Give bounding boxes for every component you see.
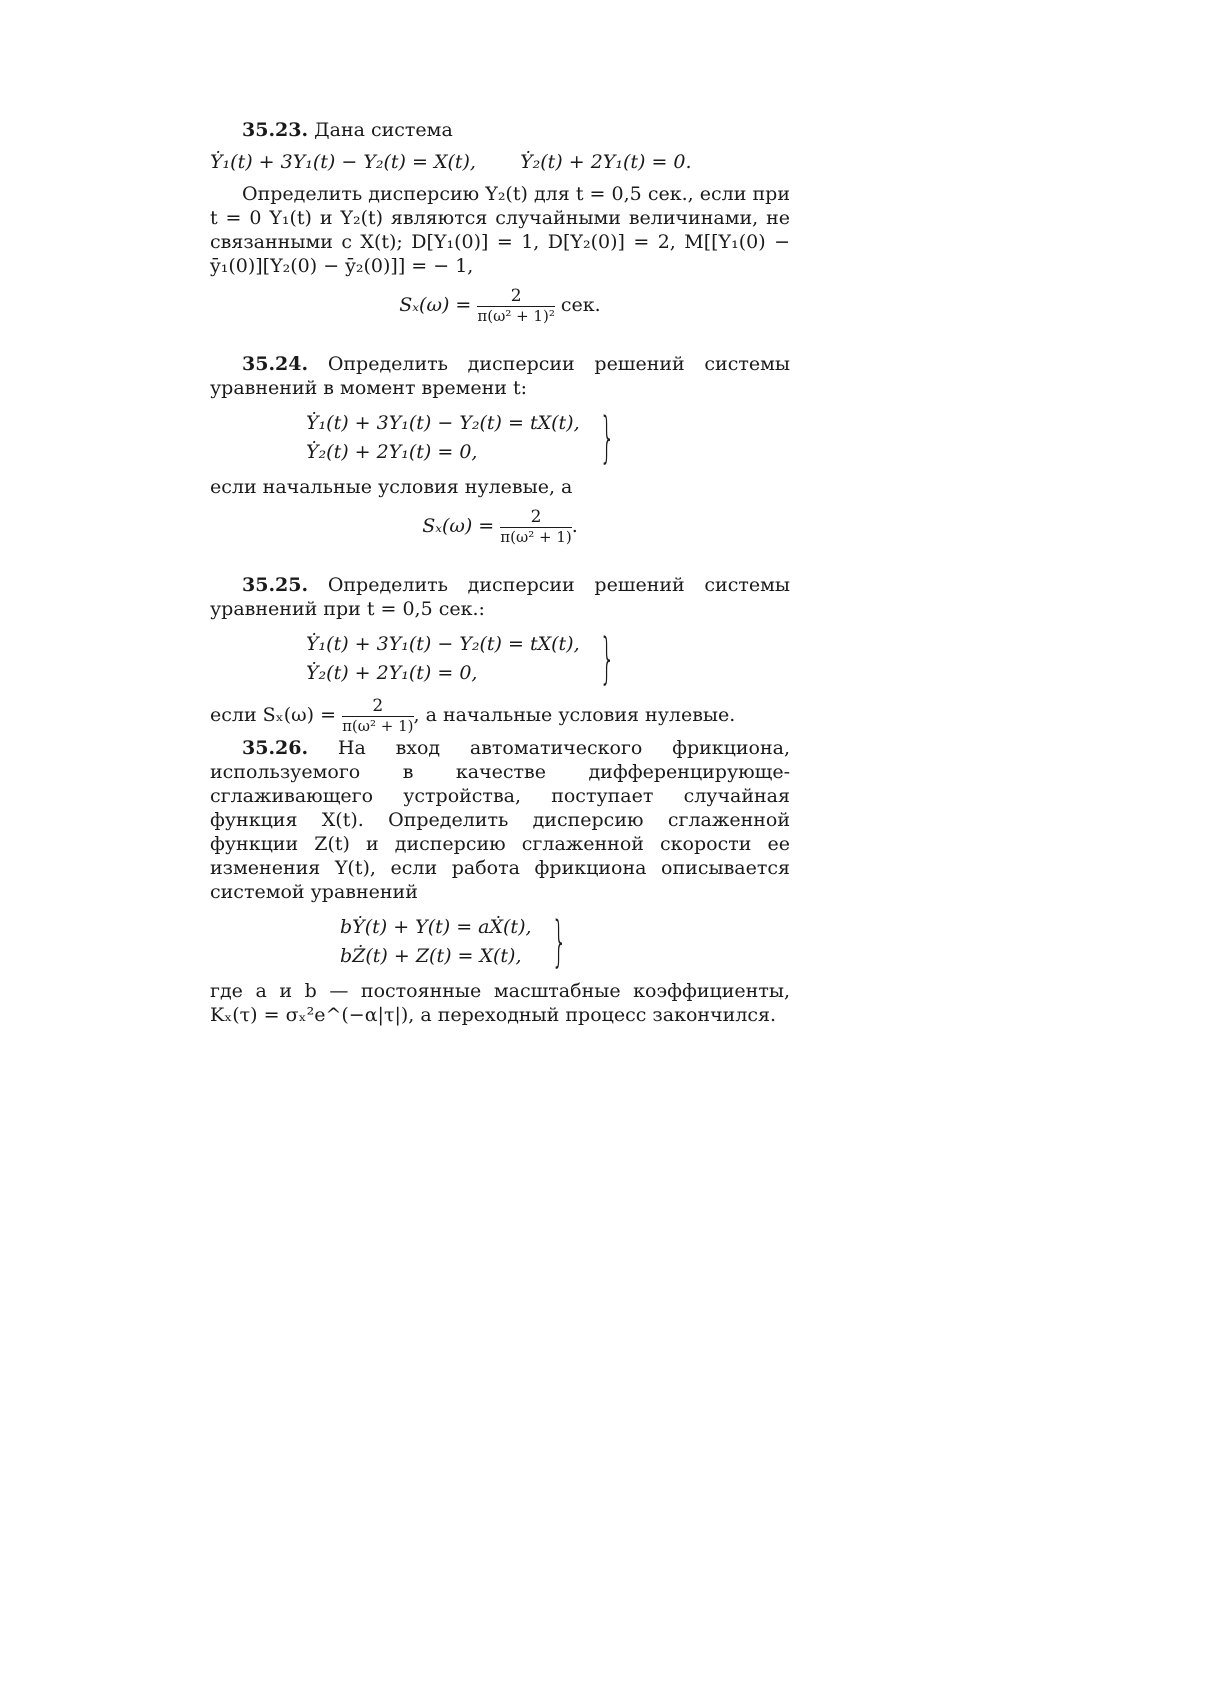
problem-35-23-equations (210, 150, 790, 174)
problem-text: Определить дисперсии решений системы уравнений в момент времени t: (210, 353, 790, 399)
numerator: 2 (477, 286, 554, 307)
problem-text: На вход автоматического фрикциона, используемого в качестве дифференцирующе-сглаживающего устройства, поступает случайная функция X(t). Определить дисперсию сглаженной функции Z(t) и дисперсию сглаженной скорости ее изменения Y(t), если работа фрикциона описывается системой уравнений (210, 737, 790, 903)
problem-35-23-intro (210, 118, 790, 142)
problem-35-24-text (210, 352, 790, 400)
fraction (342, 696, 413, 736)
problem-35-25-text (210, 573, 790, 621)
problem-35-25-system (306, 627, 790, 690)
problem-text: Определить дисперсии решений системы уравнений при t = 0,5 сек.: (210, 574, 790, 620)
denominator: π(ω² + 1) (342, 717, 414, 735)
equation-2: Ẏ₂(t) + 2Y₁(t) = 0, (306, 662, 478, 684)
fraction (500, 507, 571, 547)
formula-right: . (571, 515, 578, 537)
problem-number: 35.25. (242, 574, 309, 596)
text-left: если Sₓ(ω) = (210, 704, 337, 726)
numerator: 2 (500, 507, 571, 528)
equation-2: Ẏ₂(t) + 2Y₁(t) = 0. (520, 151, 692, 173)
problem-35-23-text: Определить дисперсию Y₂(t) для t = 0,5 сек., если при t = 0 Y₁(t) и Y₂(t) являются случайными величинами, не связанными с X(t); D[Y₁(0)] = 1, D[Y₂(0)] = 2, M[[Y₁(0) − ȳ₁(0)][Y₂(0) − ȳ₂(0)]] = − 1, (210, 183, 790, 277)
problem-35-26-text (210, 736, 790, 904)
problem-number: 35.26. (242, 737, 309, 759)
formula-left: Sₓ(ω) = (422, 515, 495, 537)
equation-1: Ẏ₁(t) + 3Y₁(t) − Y₂(t) = tX(t), (306, 633, 580, 655)
problem-35-26-after: где a и b — постоянные масштабные коэффициенты, Kₓ(τ) = σₓ²e^(−α|τ|), а переходный процесс закончился. (210, 980, 790, 1026)
problem-intro: Дана система (314, 119, 453, 141)
equation-1: Ẏ₁(t) + 3Y₁(t) − Y₂(t) = tX(t), (306, 412, 580, 434)
denominator: π(ω² + 1) (500, 528, 572, 546)
right-brace: } (550, 909, 567, 973)
fraction (477, 286, 554, 326)
problem-number: 35.23. (242, 119, 309, 141)
equation-2: bŻ(t) + Z(t) = X(t), (340, 945, 522, 967)
equation-1: Ẏ₁(t) + 3Y₁(t) − Y₂(t) = X(t), (210, 151, 476, 173)
problem-35-25-after (210, 696, 790, 736)
formula-right: сек. (560, 294, 601, 316)
text-column (210, 118, 790, 1027)
problem-35-23-spectral-density (210, 286, 790, 326)
equation-2: Ẏ₂(t) + 2Y₁(t) = 0, (306, 441, 478, 463)
numerator: 2 (342, 696, 413, 717)
problem-35-24-system (306, 406, 790, 469)
denominator: π(ω² + 1)² (477, 307, 555, 325)
text-right: , а начальные условия нулевые. (413, 704, 736, 726)
problem-35-24-after: если начальные условия нулевые, а (210, 476, 573, 498)
problem-number: 35.24. (242, 353, 309, 375)
problem-35-24-spectral-density (210, 507, 790, 547)
right-brace: } (599, 626, 615, 690)
equation-1: bẎ(t) + Y(t) = aẊ(t), (340, 916, 532, 938)
right-brace: } (599, 405, 615, 469)
problem-35-26-system (340, 910, 790, 973)
formula-left: Sₓ(ω) = (399, 294, 472, 316)
